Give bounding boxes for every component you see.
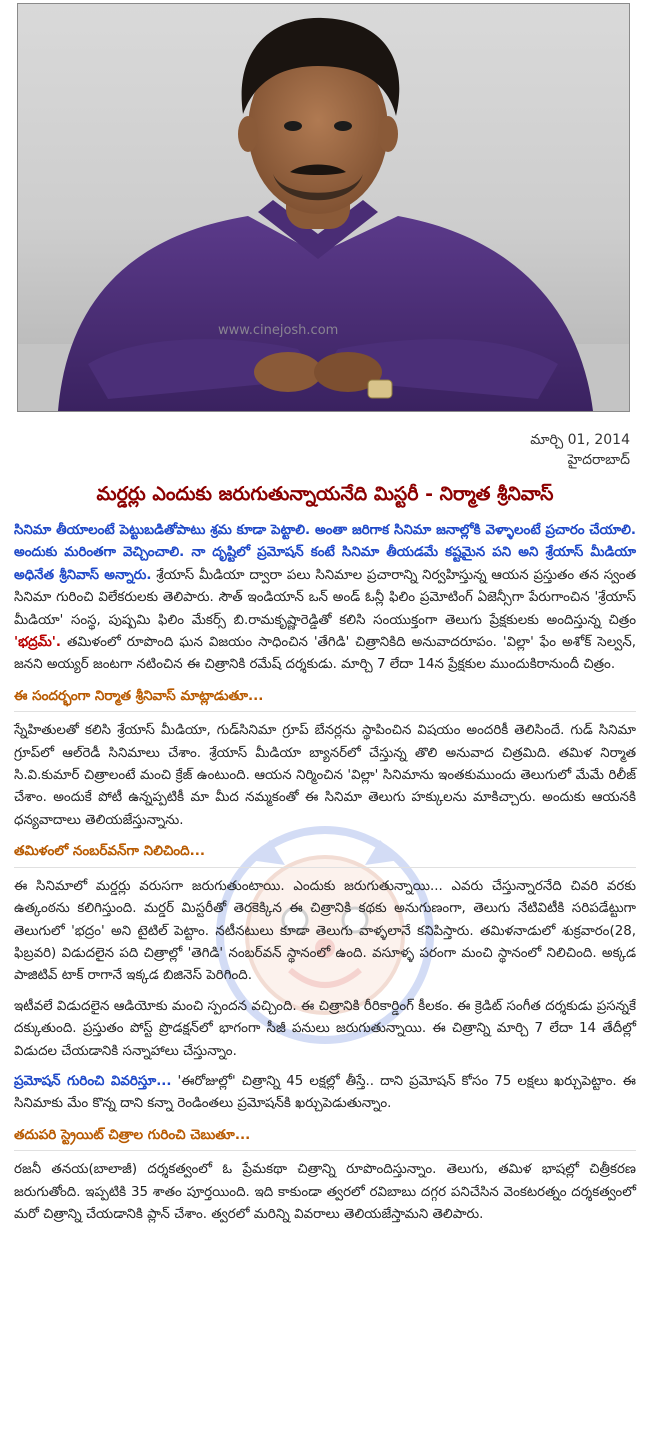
portrait-photo	[17, 3, 630, 412]
publish-date: మార్చి 01, 2014	[530, 432, 630, 448]
intro-body: శ్రేయాస్ మీడియా ద్వారా పలు సినిమాల ప్రచారాన్ని నిర్వహిస్తున్న ఆయన ప్రస్తుతం తన స్వంత సినిమా గురించి విలేకరులకు తెలిపారు. సౌత్ ఇండియాన్ ఒన్ అండ్ ఓన్లీ ఫిలిం ప్రమోటింగ్ ఏజెన్సీగా పేరుగాంచిన 'శ్రేయాస్ మీడియా' సంస్థ, పుష్పమి ఫిలిం మేకర్స్ బి.రామకృష్ణారెడ్డితో కలిసి సంయుక్తంగా తెలుగు ప్రేక్షకులకు అందిస్తున్న చిత్రం	[14, 567, 636, 628]
promotion-body: 'ఈరోజుల్లో' చిత్రాన్ని 45 లక్షల్లో తీస్తే.. దాని ప్రమోషన్ కోసం 75 లక్షలు ఖర్చుపెట్టాం. ఈ సినిమాకు మేం కొన్న దాని కన్నా రెండింతలు ప్రమోషన్‌కి ఖర్చుపెడుతున్నాం.	[14, 1073, 636, 1112]
film-title: 'భద్రమ్'.	[14, 635, 61, 651]
photo-illustration	[18, 4, 629, 411]
promotion-label: ప్రమోషన్ గురించి వివరిస్తూ...	[14, 1073, 172, 1089]
article-headline: మర్డర్లు ఎందుకు జరుగుతున్నాయనేది మిస్టరీ - నిర్మాత శ్రీనివాస్	[96, 483, 554, 505]
paragraph-banners: స్నేహితులతో కలిసి శ్రేయాస్ మీడియా, గుడ్‌సినిమా గ్రూప్ బేనర్లను స్థాపించిన విషయం అందరికీ తెలిసిందే. గుడ్ సినిమా గ్రూప్‌లో ఆల్‌రెడీ సినిమాలు చేశాం. శ్రేయాస్ మీడియా బ్యానర్‌లో చేస్తున్న తొలి అనువాద చిత్రమిది. తమిళ నిర్మాత సి.వి.కుమార్ చిత్రాలంటే మంచి క్రేజ్ ఉంటుంది. ఆయన నిర్మించిన 'విల్లా' సినిమాను ఇంతకుముందు తెలుగులో మేమే రిలీజ్ చేశాం. అందుకే పోటీ ఉన్నప్పటికీ మా మీద నమ్మకంతో ఈ సినిమా తెలుగు హక్కులను మాకిచ్చారు. అందుకు ఆయనకి ధన్యవాదాలు తెలియజేస్తున్నాను.	[14, 723, 636, 828]
publish-city: హైదరాబాద్	[567, 452, 630, 468]
dateline	[530, 430, 630, 470]
photo-watermark: www.cinejosh.com	[218, 323, 339, 338]
subheading-number-one: తమిళంలో నంబర్‌వన్‌గా నిలిచింది...	[14, 840, 636, 867]
paragraph-promotion	[14, 1071, 636, 1116]
intro-tail: తమిళంలో రూపొంది ఘన విజయం సాధించిన 'తేగిడి' చిత్రానికిది అనువాదరూపం. 'విల్లా' ఫేం అశోక్ సెల్వన్, జనని అయ్యర్ జంటగా నటించిన ఈ చిత్రానికి రమేష్ దర్శకుడు. మార్చి 7 లేదా 14న ప్రేక్షకుల ముందుకిరానుందీ చిత్రం.	[14, 635, 636, 673]
article-body	[14, 520, 636, 1234]
paragraph-next-films: రజనీ తనయ(బాలాజీ) దర్శకత్వంలో ఓ ప్రేమకథా చిత్రాన్ని రూపొందిస్తున్నాం. తెలుగు, తమిళ భాషల్లో చిత్రీకరణ జరుగుతోంది. ఇప్పటికి 35 శాతం పూర్తయింది. ఇది కాకుండా త్వరలో రవిబాబు దగ్గర పనిచేసిన వెంకటరత్నం దర్శకత్వంలో మరో చిత్రాన్ని చేయడానికి ప్లాన్ చేశాం. త్వరలో మరిన్ని వివరాలు తెలియజేస్తామని తెలిపారు.	[14, 1162, 636, 1222]
paragraph-audio-release: ఇటీవలే విడుదలైన ఆడియోకు మంచి స్పందన వచ్చింది. ఈ చిత్రానికి రీరికార్డింగ్ కీలకం. ఈ క్రెడిట్ సంగీత దర్శకుడు ప్రసన్నకే దక్కుతుంది. ప్రస్తుతం పోస్ట్ ప్రొడక్షన్‌లో భాగంగా సీజీ పనులు జరుగుతున్నాయి. ఈ చిత్రాన్ని మార్చి 7 లేదా 14 తేదీల్లో విడుదల చేయడానికి సన్నాహాలు చేస్తున్నాం.	[14, 998, 636, 1059]
intro-paragraph	[14, 520, 636, 677]
intro-highlight: సినిమా తీయాలంటే పెట్టుబడితోపాటు శ్రమ కూడా పెట్టాలి. అంతా జరిగాక సినిమా జనాల్లోకి వెళ్ళాలంటే ప్రచారం చేయాలి. అందుకు మరింతగా వెచ్చించాలి. నా దృష్టిలో ప్రమోషన్ కంటే సినిమా తీయడమే కష్టమైన పని అని శ్రేయాస్ మీడియా అధినేత శ్రీనివాస్ అన్నారు.	[14, 523, 636, 583]
subheading-producer-speaks: ఈ సందర్భంగా నిర్మాత శ్రీనివాస్ మాట్లాడుతూ...	[14, 685, 636, 712]
paragraph-murder-mystery: ఈ సినిమాలో మర్డర్లు వరుసగా జరుగుతుంటాయి. ఎందుకు జరుగుతున్నాయి... ఎవరు చేస్తున్నారనేది చివరి వరకు ఉత్కంఠను కలిగిస్తుంది. మర్డర్ మిస్టరీతో తెరకెక్కిన ఈ చిత్రానికి కథకు అనుగుణంగా, తెలుగు నేటివిటీకి సరిపడేట్టుగా తెలుగులో 'భద్రం' అని టైటిల్ పెట్టాం. నటీనటులు కూడా తెలుగు వాళ్ళలానే కనిపిస్తారు. తమిళనాడులో శుక్రవారం(28, ఫిబ్రవరి) విడుదలైన పది చిత్రాల్లో 'తెగిడి' నంబర్‌వన్ స్థానంలో ఉంది. వసూళ్ళ పరంగా మంచి స్థానంలో నిలిచింది. అక్కడ పాజిటివ్ టాక్ రాగానే ఇక్కడ బిజినెస్ పెరిగింది.	[14, 878, 636, 984]
subheading-next-films: తదుపరి స్ట్రెయిట్ చిత్రాల గురించి చెబుతూ...	[14, 1124, 636, 1151]
